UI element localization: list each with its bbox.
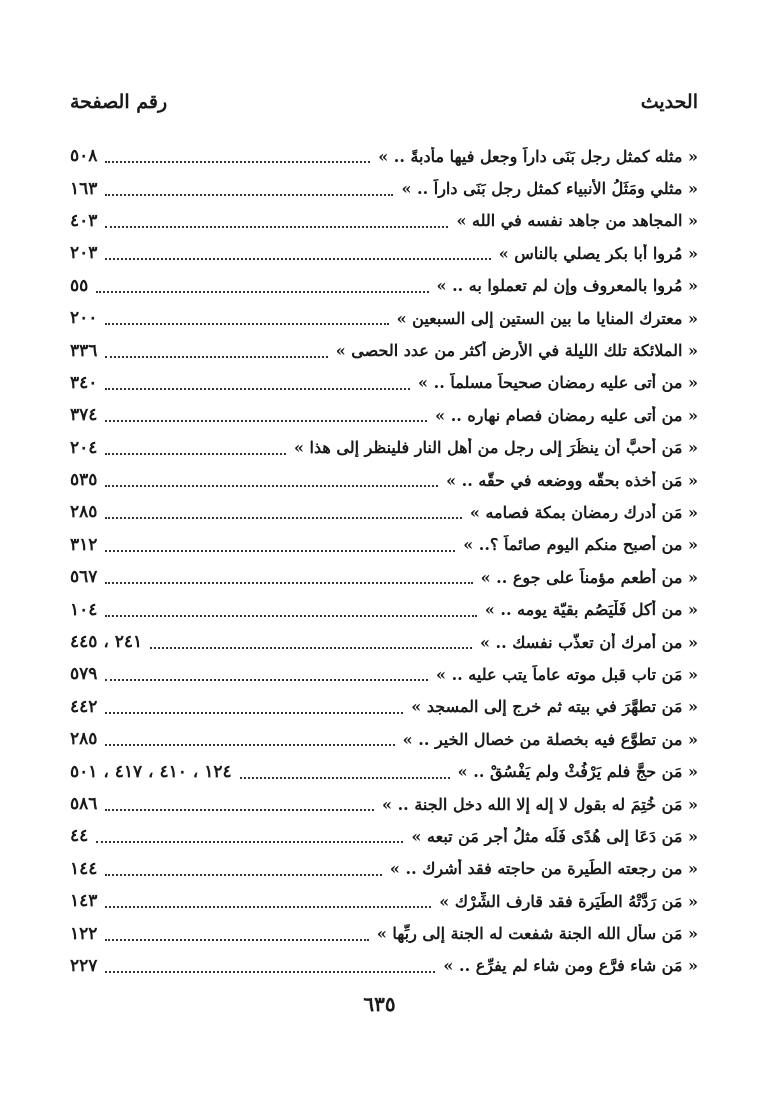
page-reference: ١٠٤ [70,599,98,620]
index-entry [70,950,698,982]
dotted-leader [150,647,472,649]
dotted-leader [105,388,410,390]
hadith-text: « مَن حجَّ فلم يَرْفُثْ ولم يَفْسُقْ .. » [457,762,698,782]
hadith-text: « من أصبح منكم اليوم صائماً ؟.. » [463,535,698,555]
dotted-leader [105,971,435,973]
page-reference: ٥٥ [70,275,89,296]
page-reference: ٤٤٢ [70,696,98,717]
page-reference: ١٢٤ ، ٤١٠ ، ٤١٧ ، ٥٠١ [70,761,232,782]
hadith-text: « معترك المنايا ما بين الستين إلى السبعين » [396,308,698,328]
page-reference: ٤٠٣ [70,210,98,231]
index-entry [70,334,698,366]
index-entry [70,561,698,593]
index-entry [70,205,698,237]
page-reference: ١٢٢ [70,923,98,944]
page-reference: ٥٦٧ [70,567,98,588]
page-reference: ٥٧٩ [70,664,98,685]
dotted-leader [105,420,427,422]
hadith-text: « مَن شاء فرَّع ومن شاء لم يفرِّع .. » [443,956,698,976]
dotted-leader [105,517,461,519]
page-reference: ٢٨٥ [70,502,98,523]
hadith-text: « من أتى عليه رمضان صحيحاً مسلماً .. » [418,373,698,393]
page-reference: ٢٤١ ، ٤٤٥ [70,632,143,653]
dotted-leader [105,258,490,260]
hadith-text: « من أتى عليه رمضان فصام نهاره .. » [435,405,698,425]
hadith-text: « مَن دَعَا إلى هُدًى فَلَه مثلُ أجرِ مَن تبعه » [411,826,698,846]
hadith-text: « مثلي ومَثَلُ الأنبياء كمثل رجل بَنَى داراً .. » [401,179,698,199]
index-entry [70,853,698,885]
index-entry [70,885,698,917]
dotted-leader [105,550,455,552]
index-entry [70,496,698,528]
dotted-leader [105,582,472,584]
hadith-text: « مَن أخذه بحقّه ووضعه في حقّه .. » [446,470,698,490]
page-reference: ٢٠٠ [70,308,98,329]
page-reference: ١٤٣ [70,891,98,912]
hadith-text: « من أمرك أن تعذّب نفسك .. » [479,632,698,652]
index-header [70,86,698,118]
hadith-text: « مَن تاب قبل موته عاماً يتب عليه .. » [436,664,698,684]
hadith-text: « المجاهد من جاهد نفسه في الله » [456,211,698,231]
dotted-leader [105,323,388,325]
dotted-leader [105,712,403,714]
hadith-text: « مَن سأل الله الجنة شفعت له الجنة إلى ربِّها » [376,924,698,944]
dotted-leader [105,809,374,811]
index-entry [70,237,698,269]
index-entry [70,691,698,723]
dotted-leader [105,356,327,358]
dotted-leader [105,939,368,941]
page-reference: ٣٣٦ [70,340,98,361]
dotted-leader [105,744,394,746]
index-entry [70,270,698,302]
page-reference: ٥٣٥ [70,470,98,491]
dotted-leader [96,841,403,843]
index-entry [70,464,698,496]
hadith-text: « من أطعم مؤمناً على جوع .. » [480,567,698,587]
index-entry [70,593,698,625]
index-entry [70,917,698,949]
page-reference: ١٦٣ [70,178,98,199]
dotted-leader [105,615,476,617]
page-number-column-title: رقم الصفحة [70,91,168,113]
page-number: ٦٣٥ [363,992,396,1016]
dotted-leader [96,291,428,293]
dotted-leader [105,161,370,163]
hadith-text: « مَن تطهَّرَ في بيته ثم خرج إلى المسجد » [411,697,698,717]
hadith-text: « مَن أحبَّ أن ينظُرَ إلى رجل من أهل النار فلينظر إلى هذا » [293,438,698,458]
index-entry [70,140,698,172]
index-entry [70,723,698,755]
page-reference: ٣٤٠ [70,372,98,393]
hadith-text: « مَن رَدَّتْهُ الطِّيَرة فقد قارف الشِّرْك » [439,891,698,911]
hadith-text: « مُروا بالمعروف وإن لم تعملوا به .. » [436,276,698,296]
dotted-leader [105,226,448,228]
index-entry [70,626,698,658]
dotted-leader [105,906,431,908]
index-entry [70,302,698,334]
page-reference: ٢٠٣ [70,243,98,264]
page-reference: ٥٨٦ [70,794,98,814]
index-entry [70,432,698,464]
page-reference: ٣١٢ [70,534,98,555]
index-entry [70,367,698,399]
index-entry [70,172,698,204]
hadith-text: « من أكل فَلْيَصُم بقيّة يومه .. » [484,600,698,620]
hadith-text: « من رجعته الطِّيرة من حاجته فقد أشرك .. » [389,859,698,879]
dotted-leader [105,485,438,487]
hadith-text: « الملائكة تلك الليلة في الأرض أكثر من عدد الحصى » [335,341,698,361]
index-entry [70,755,698,787]
page-reference: ١٤٤ [70,858,98,879]
hadith-text: « مَن أدرك رمضان بمكة فصامه » [469,502,698,522]
hadith-text: « مثله كمثل رجل بَنَى داراً وجعل فيها مأدبةً .. » [378,146,698,166]
page-reference: ٢٠٤ [70,437,98,458]
dotted-leader [105,453,286,455]
dotted-leader [105,679,428,681]
page-reference: ٢٨٥ [70,729,98,750]
hadith-text: « من تطوَّع فيه بخصلة من خصال الخير .. » [402,729,698,749]
hadith-text: « مَن خُتِمَ له بقول لا إله إلا الله دخل الجنة .. » [382,794,698,814]
page-reference: ٣٧٤ [70,405,98,426]
page-reference: ٤٤ [70,826,89,847]
dotted-leader [105,194,393,196]
dotted-leader [240,777,450,779]
hadith-index-list [70,140,698,982]
index-entry [70,820,698,852]
page-reference: ٥٠٨ [70,146,98,167]
index-entry [70,399,698,431]
index-entry [70,658,698,690]
hadith-text: « مُروا أبا بكر يصلي بالناس » [498,243,698,263]
hadith-column-title: الحديث [640,91,698,113]
dotted-leader [105,874,382,876]
index-entry [70,788,698,820]
page-reference: ٢٢٧ [70,955,98,976]
index-entry [70,529,698,561]
